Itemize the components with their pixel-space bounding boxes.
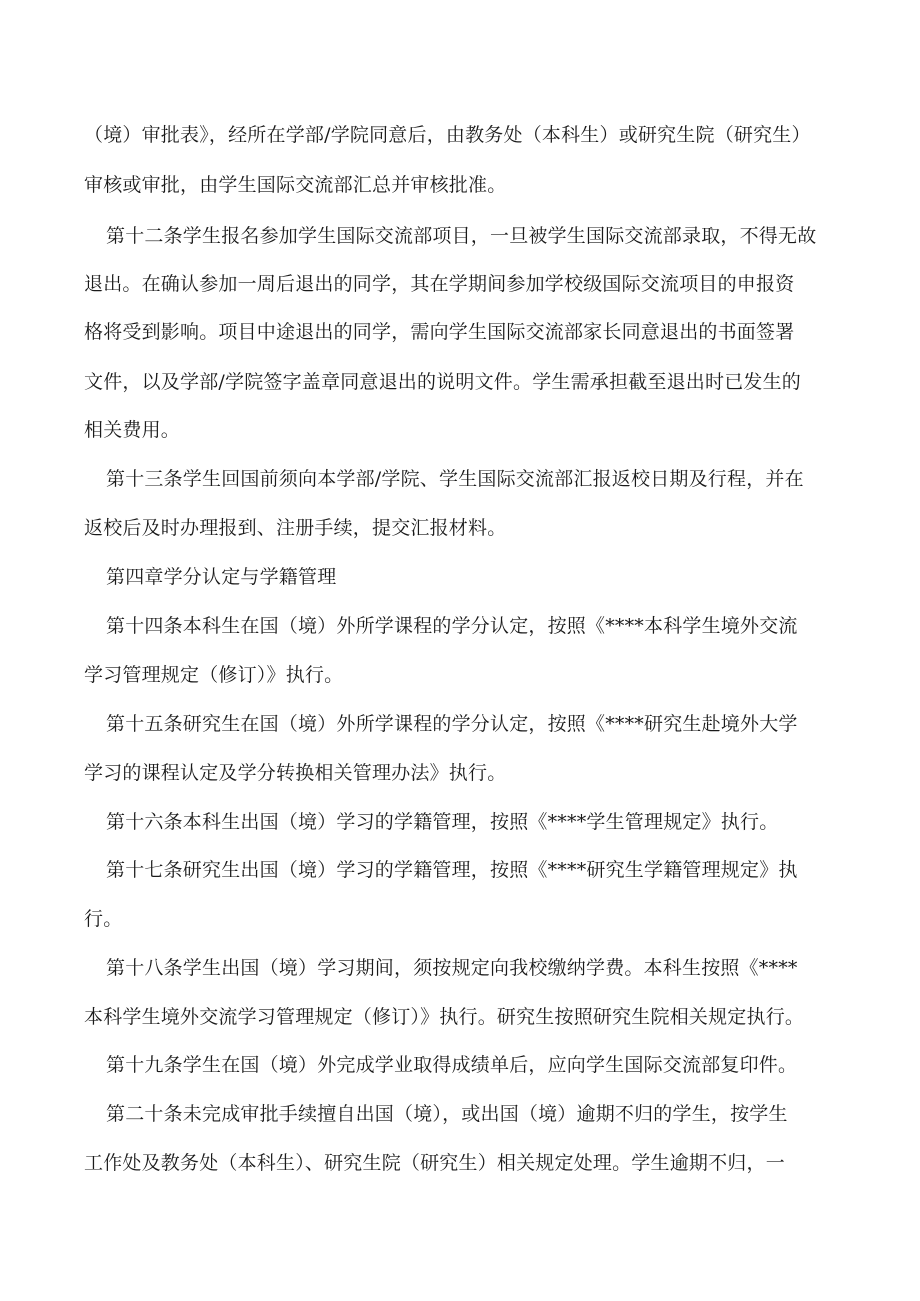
article-15-line: 第十五条研究生在国（境）外所学课程的学分认定，按照《****研究生赴境外大学 bbox=[106, 713, 798, 735]
text-line: 相关费用。 bbox=[84, 419, 181, 441]
article-14-line: 第十四条本科生在国（境）外所学课程的学分认定，按照《****本科学生境外交流 bbox=[106, 615, 798, 637]
article-19-line: 第十九条学生在国（境）外完成学业取得成绩单后，应向学生国际交流部复印件。 bbox=[106, 1054, 798, 1076]
text-line: 返校后及时办理报到、注册手续，提交汇报材料。 bbox=[84, 517, 507, 539]
text-line: 文件，以及学部/学院签字盖章同意退出的说明文件。学生需承担截至退出时已发生的 bbox=[84, 371, 802, 393]
text-line: 学习的课程认定及学分转换相关管理办法》执行。 bbox=[84, 762, 507, 784]
text-line: 学习管理规定（修订）》执行。 bbox=[84, 664, 344, 686]
text-line: 工作处及教务处（本科生）、研究生院（研究生）相关规定处理。学生逾期不归，一 bbox=[84, 1152, 785, 1174]
article-16-line: 第十六条本科生出国（境）学习的学籍管理，按照《****学生管理规定》执行。 bbox=[106, 811, 779, 833]
article-18-line: 第十八条学生出国（境）学习期间，须按规定向我校缴纳学费。本科生按照《**** bbox=[106, 957, 798, 979]
text-line: 退出。在确认参加一周后退出的同学，其在学期间参加学校级国际交流项目的申报资 bbox=[84, 273, 795, 295]
text-line: 本科学生境外交流学习管理规定（修订）》执行。研究生按照研究生院相关规定执行。 bbox=[84, 1006, 805, 1028]
chapter-4-heading: 第四章学分认定与学籍管理 bbox=[106, 566, 337, 588]
text-line: 格将受到影响。项目中途退出的同学，需向学生国际交流部家长同意退出的书面签署 bbox=[84, 321, 795, 343]
text-line: 审核或审批，由学生国际交流部汇总并审核批准。 bbox=[84, 174, 507, 196]
text-line: （境）审批表》，经所在学部/学院同意后，由教务处（本科生）或研究生院（研究生） bbox=[84, 124, 811, 146]
article-17-line: 第十七条研究生出国（境）学习的学籍管理，按照《****研究生学籍管理规定》执 bbox=[106, 859, 798, 881]
article-13-line: 第十三条学生回国前须向本学部/学院、学生国际交流部汇报返校日期及行程，并在 bbox=[106, 468, 804, 490]
article-12-line: 第十二条学生报名参加学生国际交流部项目，一旦被学生国际交流部录取，不得无故 bbox=[106, 225, 817, 247]
article-20-line: 第二十条未完成审批手续擅自出国（境），或出国（境）逾期不归的学生，按学生 bbox=[106, 1103, 788, 1125]
text-line: 行。 bbox=[84, 908, 123, 930]
